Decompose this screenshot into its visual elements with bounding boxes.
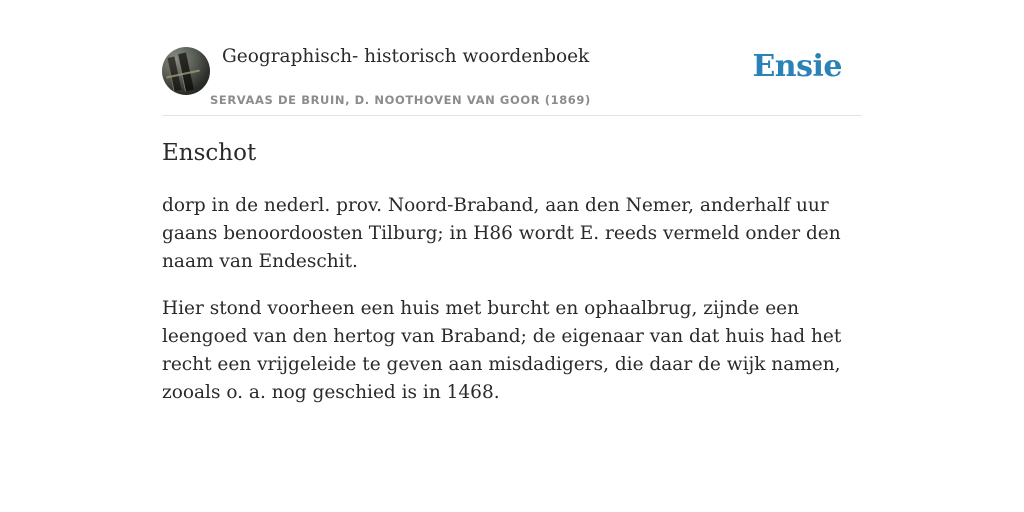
entry-body: [162, 192, 862, 426]
entry-title: Enschot: [162, 140, 257, 166]
entry-paragraph: dorp in de nederl. prov. Noord-Braband, aan den Nemer, anderhalf uur gaans benoordoosten Tilburg; in H86 wordt E. reeds vermeld onder den naam van Endeschit.: [162, 195, 841, 272]
book-cover-image[interactable]: [162, 47, 210, 95]
book-title-link[interactable]: Geographisch- historisch woordenboek: [222, 46, 590, 67]
book-authors: SERVAAS DE BRUIN, D. NOOTHOVEN VAN GOOR (1869): [210, 93, 591, 107]
entry-paragraph: Hier stond voorheen een huis met burcht en ophaalbrug, zijnde een leengoed van den hertog van Braband; de eigenaar van dat huis had het recht een vrijgeleide te geven aan misdadigers, die daar de wijk namen, zooals o. a. nog geschied is in 1468.: [162, 298, 842, 403]
ensie-logo-link[interactable]: Ensie: [752, 49, 842, 84]
book-header: [162, 45, 862, 116]
